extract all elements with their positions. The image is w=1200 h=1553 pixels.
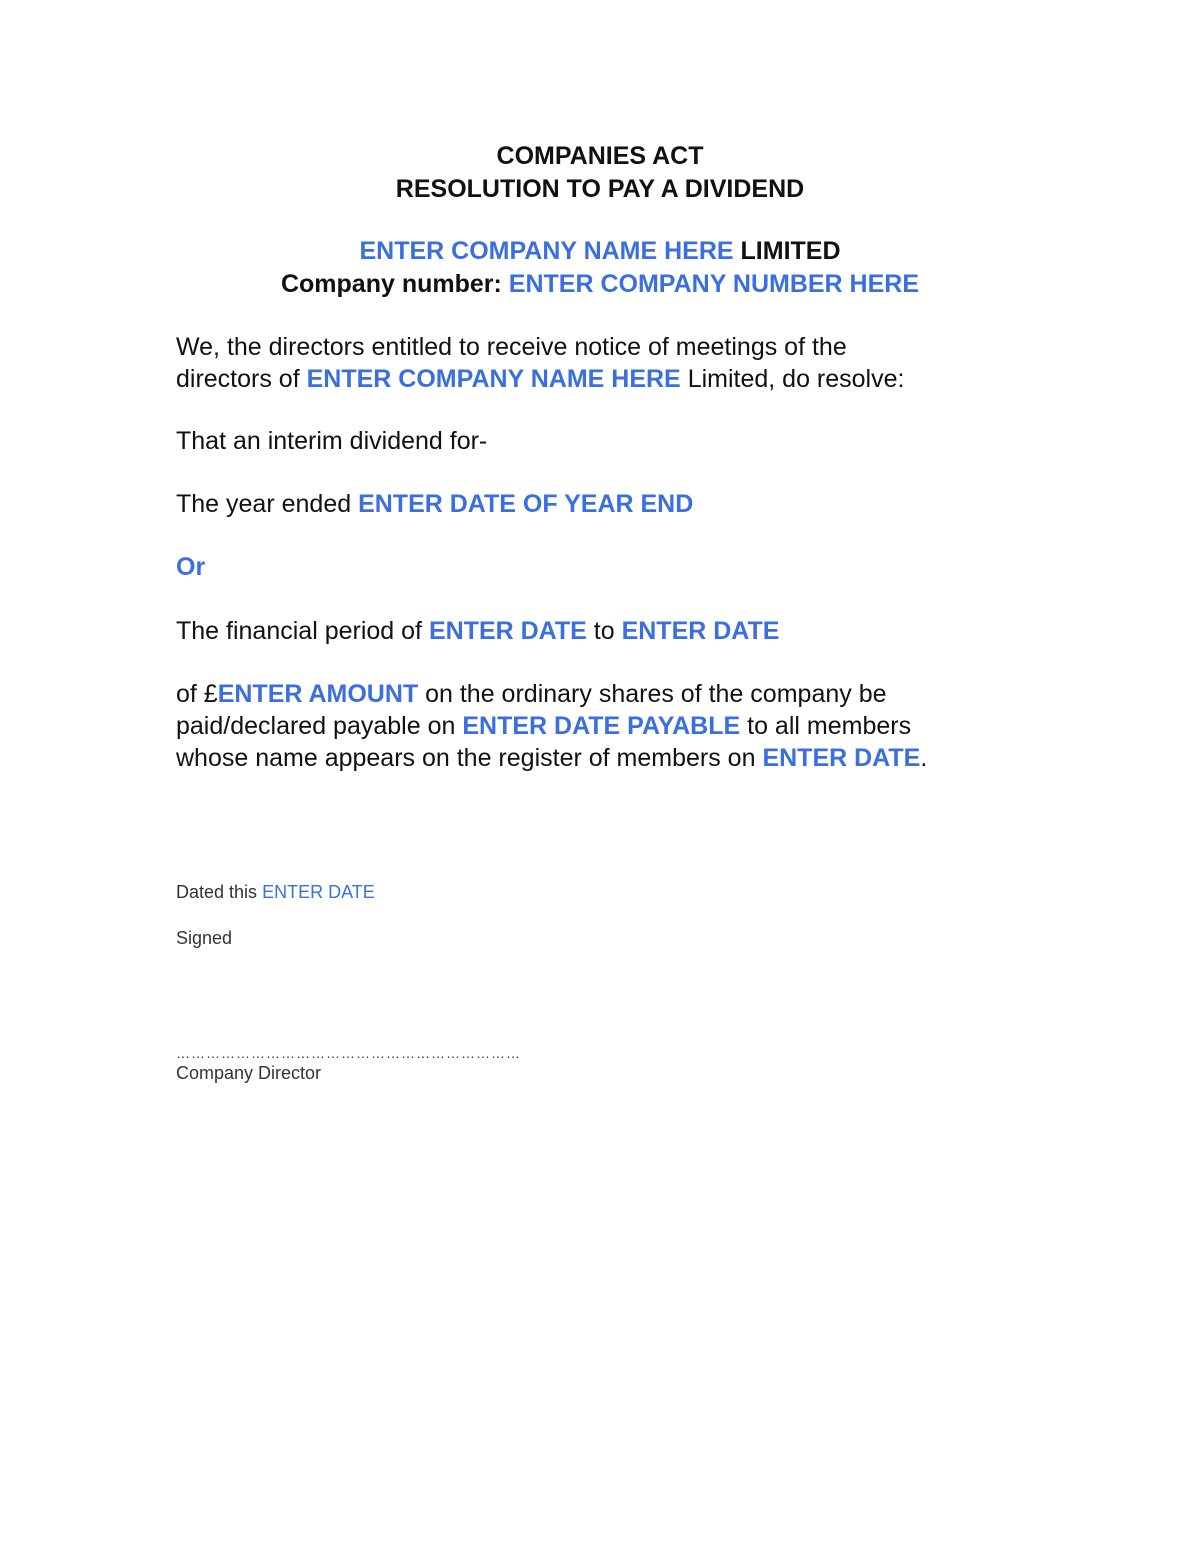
intro-suffix: Limited, do resolve: (687, 365, 905, 393)
amount-line-1 (176, 678, 887, 710)
dated-line (176, 881, 375, 903)
heading-companies-act: COMPANIES ACT (496, 142, 704, 170)
amount-suffix: on the ordinary shares of the company be (425, 680, 887, 708)
period-from-placeholder: ENTER DATE (428, 617, 587, 645)
intro-line-1: We, the directors entitled to receive notice of meetings of the (176, 333, 847, 361)
financial-period-line (176, 615, 779, 647)
company-name-placeholder: ENTER COMPANY NAME HERE (359, 237, 734, 265)
amount-placeholder: ENTER AMOUNT (217, 680, 419, 708)
company-number-placeholder: ENTER COMPANY NUMBER HERE (508, 270, 920, 298)
interim-dividend-line: That an interim dividend for- (176, 427, 488, 455)
register-date-placeholder: ENTER DATE (762, 744, 921, 772)
signature-line: …………………………………………………………… (176, 1045, 521, 1061)
register-suffix: . (920, 744, 928, 772)
company-director-label: Company Director (176, 1063, 322, 1083)
limited-label: LIMITED (740, 237, 841, 265)
or-label: Or (176, 553, 206, 581)
signed-label: Signed (176, 928, 233, 948)
date-payable-placeholder: ENTER DATE PAYABLE (462, 712, 741, 740)
amount-line-2 (176, 710, 911, 742)
year-end-placeholder: ENTER DATE OF YEAR END (358, 490, 694, 518)
intro-line-2 (176, 363, 904, 395)
year-end-prefix: The year ended (176, 490, 352, 518)
intro-prefix: directors of (176, 365, 300, 393)
company-number-label: Company number: (280, 270, 502, 298)
company-number-line (0, 268, 1200, 300)
payable-suffix: to all members (747, 712, 912, 740)
year-end-line (176, 488, 693, 520)
period-connector: to (593, 617, 615, 645)
payable-prefix: paid/declared payable on (176, 712, 456, 740)
dated-prefix: Dated this (176, 882, 258, 902)
register-prefix: whose name appears on the register of members on (176, 744, 756, 772)
amount-prefix: of £ (176, 680, 218, 708)
dated-placeholder: ENTER DATE (262, 882, 375, 902)
period-prefix: The financial period of (176, 617, 422, 645)
amount-line-3 (176, 742, 927, 774)
heading-resolution: RESOLUTION TO PAY A DIVIDEND (395, 175, 805, 203)
period-to-placeholder: ENTER DATE (621, 617, 780, 645)
intro-company-placeholder: ENTER COMPANY NAME HERE (306, 365, 681, 393)
company-name-line (0, 235, 1200, 267)
